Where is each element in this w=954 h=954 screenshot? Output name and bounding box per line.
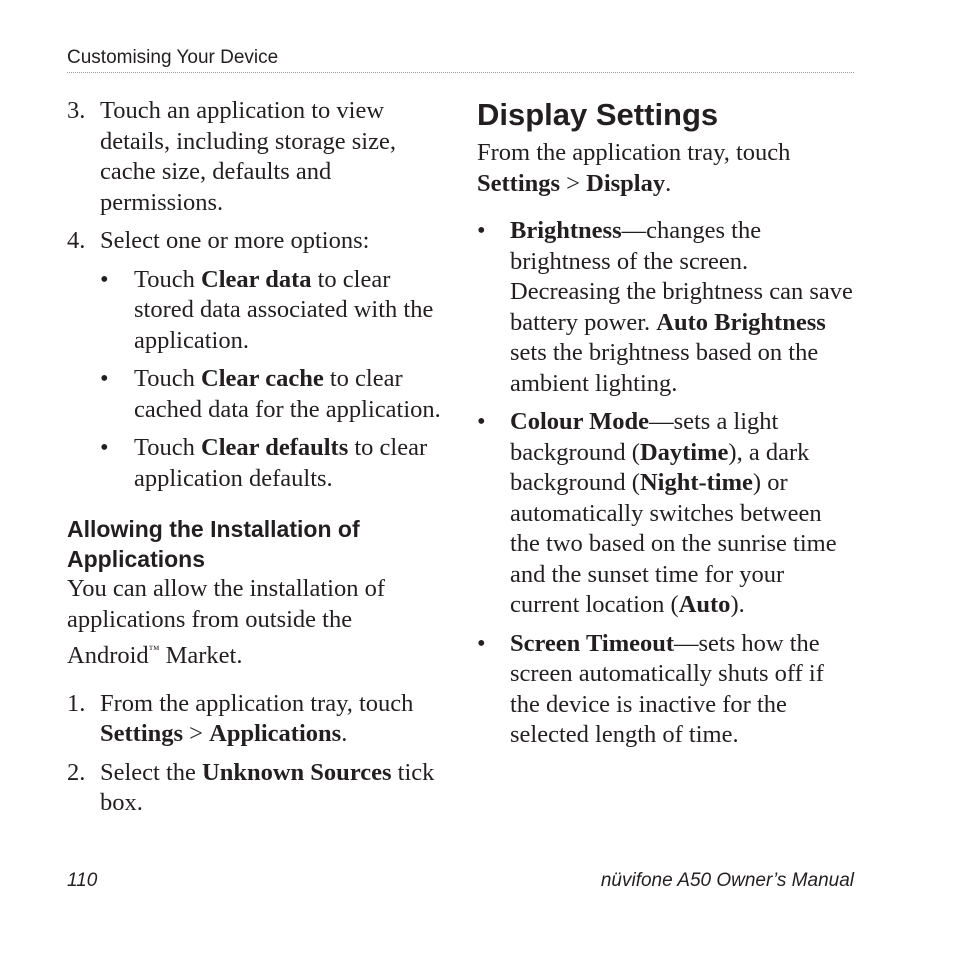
trademark-symbol: ™	[148, 644, 160, 656]
step-text: tick box.	[100, 758, 435, 816]
bold-term: Auto Brightness	[656, 308, 826, 336]
list-item	[100, 433, 442, 494]
bold-term: Clear data	[201, 265, 312, 293]
step-text: .	[341, 720, 348, 747]
bullet-text: Touch	[134, 434, 202, 461]
bold-term: Auto	[678, 591, 731, 618]
paragraph-text: .	[665, 169, 672, 197]
paragraph-text: From the application tray, touch	[477, 139, 791, 166]
bold-term: Night-time	[639, 469, 753, 496]
section-subheading: Allowing the Installation of Applications	[67, 516, 360, 572]
step-text: From the application tray, touch	[100, 689, 414, 717]
bold-term: Clear defaults	[201, 434, 349, 461]
right-column	[477, 96, 857, 759]
bold-term: Display	[586, 169, 666, 197]
step-text: Select the	[100, 758, 203, 786]
step-number: 1.	[67, 689, 86, 717]
step-1	[67, 689, 442, 750]
header-rule	[67, 72, 854, 73]
step-2	[67, 758, 442, 819]
bullet-icon: •	[100, 434, 109, 461]
step-number: 2.	[67, 758, 86, 786]
bullet-text: —sets how the screen automatically shuts off if the device is inactive for the selected length of time.	[510, 629, 824, 748]
bold-term: Settings	[100, 720, 184, 747]
bullet-text: sets the brightness based on the ambient lighting.	[510, 339, 819, 397]
list-item-screen-timeout	[477, 629, 857, 751]
step-3	[67, 96, 442, 218]
bold-term: Brightness	[510, 217, 622, 244]
bullet-icon: •	[100, 365, 109, 392]
list-item-brightness	[477, 216, 857, 399]
bullet-text: to clear stored data associated with the application.	[134, 265, 434, 354]
left-column	[67, 96, 442, 827]
paragraph-text: You can allow the installation of applications from outside the Android	[67, 575, 386, 669]
bold-term: Screen Timeout	[510, 629, 675, 657]
paragraph-text: Market.	[159, 642, 243, 669]
intro-paragraph	[477, 138, 857, 199]
bullet-text: ), a dark background (	[510, 438, 810, 496]
bold-term: Clear cache	[201, 365, 324, 392]
step-text: Touch an application to view details, including storage size, cache size, defaults and permissions.	[100, 97, 396, 216]
bullet-icon: •	[477, 629, 486, 657]
bullet-text: to clear cached data for the application.	[134, 365, 441, 423]
page-number: 110	[67, 870, 98, 891]
bullet-text: ) or automatically switches between the two based on the sunrise time and the sunset time for your current location (	[510, 469, 837, 618]
bold-term: Daytime	[639, 438, 729, 466]
bullet-icon: •	[100, 265, 109, 293]
path-separator: >	[183, 720, 210, 747]
option-list	[100, 265, 442, 495]
bold-term: Applications	[209, 720, 342, 747]
step-number: 4.	[67, 227, 86, 254]
section-heading: Display Settings	[477, 97, 719, 132]
list-item	[100, 265, 442, 357]
path-separator: >	[560, 169, 587, 197]
manual-title: nüvifone A50 Owner’s Manual	[600, 870, 854, 891]
bullet-text: —sets a light background (	[510, 408, 779, 466]
bullet-text: Touch	[134, 365, 202, 392]
bold-term: Unknown Sources	[202, 758, 392, 786]
step-number: 3.	[67, 97, 86, 124]
running-header: Customising Your Device	[67, 47, 279, 68]
bullet-text: ).	[730, 591, 745, 618]
step-text: Select one or more options:	[100, 227, 370, 254]
step-4	[67, 226, 442, 494]
bullet-text: —changes the brightness of the screen. Decreasing the brightness can save battery power.	[510, 217, 853, 336]
intro-paragraph	[67, 574, 442, 672]
bullet-text: to clear application defaults.	[134, 434, 428, 492]
list-item-colour-mode	[477, 407, 857, 621]
list-item	[100, 364, 442, 425]
bullet-icon: •	[477, 217, 486, 244]
bullet-icon: •	[477, 408, 486, 435]
bold-term: Colour Mode	[510, 408, 650, 435]
bold-term: Settings	[477, 169, 561, 197]
bullet-text: Touch	[134, 265, 202, 293]
